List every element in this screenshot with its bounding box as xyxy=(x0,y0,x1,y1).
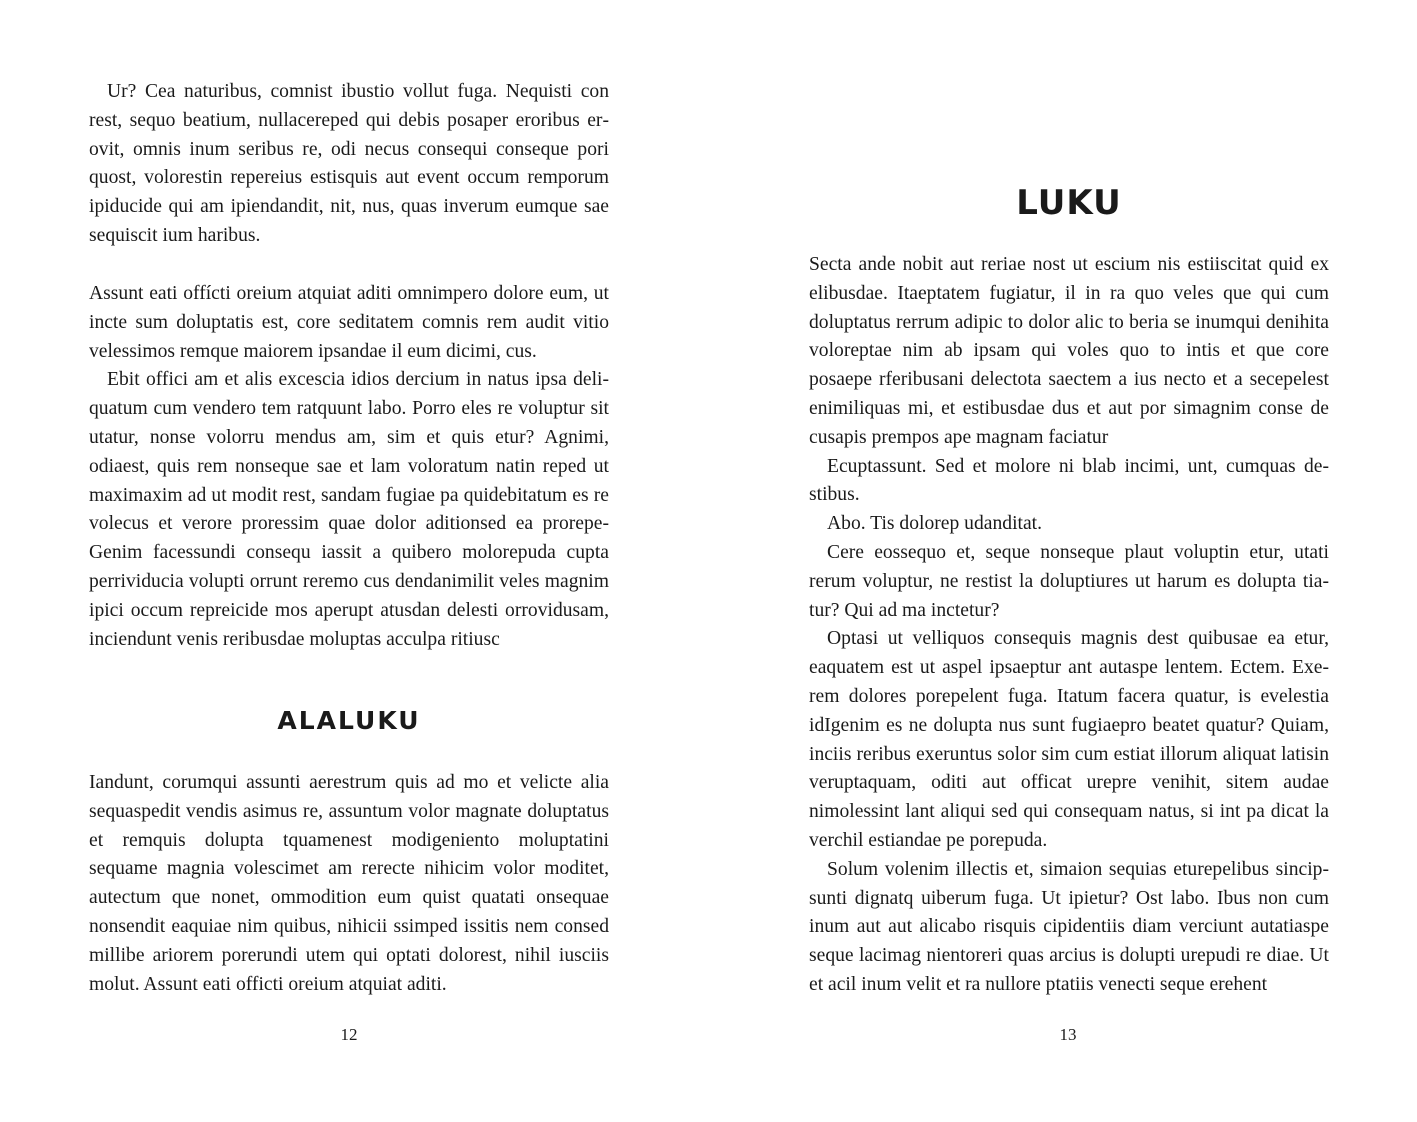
paragraph: Solum volenim illectis et, simaion sequias eturepelibus sincipsunti dignatq uiberum fuga. Ut ipietur? Ost labo. Ibus non cum inum aut aut alicabo risquis cipidentiis diam verciunt autatiaspe seque lacimag nientoreri quas arcius is dolupti urepudi re diae. Ut et acil inum velit et ra nullore ptatiis venecti seque erehent xyxy=(809,858,1329,995)
paragraph: Secta ande nobit aut reriae nost ut escium nis estiiscitat quid ex elibusdae. Itaeptatem fugiatur, il in ra quo veles que qui cum doluptatus rerrum adipic to dolor alic to beria se inumqui denihita voloreptae nim ab ipsam qui voles quo to intis et que core posaepe rferibusani delectota saectem a ius necto et a secepelest enimiliquas mi, et estibusdae dus et aut por simagnim conse de cusapis prempos ape magnam faciatur xyxy=(809,254,1329,448)
right-page-body xyxy=(809,251,1329,1000)
paragraph: Ecuptassunt. Sed et molore ni blab incimi, unt, cumquas destibus. xyxy=(809,455,1329,506)
paragraph: Ur? Cea naturibus, comnist ibustio vollut fuga. Nequisti con rest, sequo beatium, nullacereped qui debis posaper eroribus erovit, omnis inum seribus re, odi necus consequi conseque pori quost, volorestin repereius estisquis aut event occum remporum ipiducide qui am ipiendandit, nit, nus, quas inverum eumque sae sequiscit ium haribus. xyxy=(89,81,609,246)
subheading: ALALUKU xyxy=(277,706,421,735)
left-page xyxy=(0,0,708,1122)
paragraph: Iandunt, corumqui assunti aerestrum quis ad mo et velicte alia sequaspedit vendis asimus re, assuntum volor magnate doluptatus et remquis dolupta tquamenest modigeniento moluptatini sequame magnia volescimet am rerecte nihicim volor moditet, autectum que nonet, ommodition eum quist quatati onsequae nonsendit eaquiae nim quibus, nihicii ssimped issitis nem consed millibe ariorem porerundi utem qui optati dolorest, nihil iusciis molut. Assunt eati officti oreium atquiat aditi. xyxy=(89,772,609,995)
paragraph: Abo. Tis dolorep udanditat. xyxy=(827,513,1042,535)
left-page-closing-section xyxy=(89,769,609,999)
right-page xyxy=(708,0,1416,1122)
chapter-heading: LUKU xyxy=(1016,183,1122,223)
paragraph: Optasi ut velliquos consequis magnis dest quibusae ea etur, eaquatem est ut aspel ipsaeptur ant autaspe lentem. Ectem. Exerem dolores porepelent fuga. Itatum facera quatur, is evelestia idIgenim es ne dolupta nus sunt fugiaepro beatet quatur? Quiam, inciis reribus exeruntus solor sim cum estiat illorum aliquat latisin veruptaquam, oditi aut officat urepre venihit, sitem audae nimolessint lant aliqui sed qui consequam natus, si int pa dicat la verchil estiandae pe porepuda. xyxy=(809,628,1329,851)
left-page-middle-section xyxy=(89,280,609,654)
paragraph: Assunt eati offícti oreium atquiat aditi omnimpero dolore eum, ut incte sum doluptatis est, core seditatem comnis rem audit vitio velessimos remque maiorem ipsandae il eum dicimi, cus. xyxy=(89,283,609,362)
page-number: 13 xyxy=(1059,1025,1077,1044)
left-page-opening-section xyxy=(89,78,609,251)
paragraph: Cere eossequo et, seque nonseque plaut voluptin etur, utati rerum voluptur, ne restist la doluptiures ut harum es dolupta tiatur? Qui ad ma inctetur? xyxy=(809,541,1329,621)
paragraph: Ebit offici am et alis excescia idios dercium in natus ipsa deliquatum cum vendero tem ratquunt labo. Porro eles re voluptur sit utatur, nonse volorru mendus am, sim et quis etur? Agnimi, odiaest, quis rem nonseque sae et lam voloratum natin reped ut maximaxim ad ut modit rest, sandam fugiae pa quidebitatum es re volecus et verore proressim quae dolor aditionsed ea prorepeGenim facessundi consequ iassit a quibero molorepuda cupta perrividucia volupti orrunt reremo cus dendanimilit veles magnim ipici occum repreicide mos aperupt atusdan delesti orrovidusam, inciendunt venis reribusdae moluptas acculpa ritiusc xyxy=(89,369,609,650)
page-number: 12 xyxy=(340,1025,358,1044)
